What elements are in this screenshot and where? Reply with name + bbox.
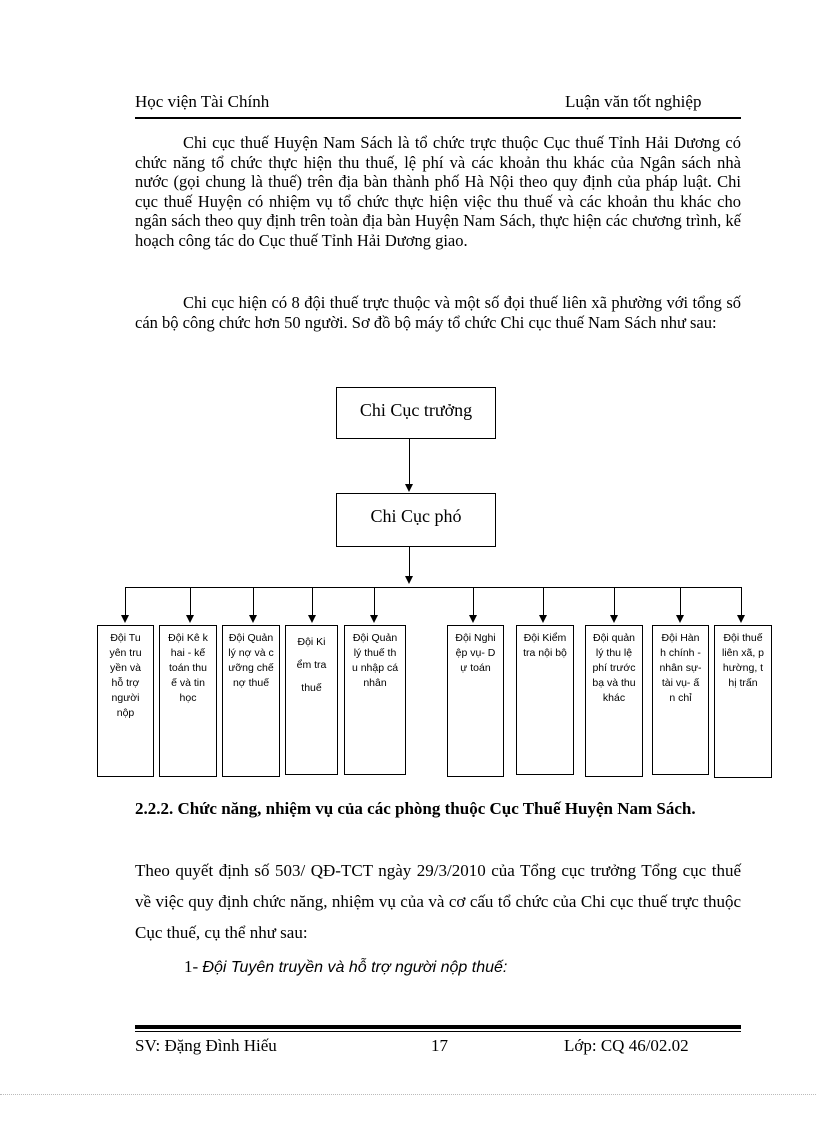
org-box-team: Đội Quản lý nợ và cưỡng chế nợ thuế xyxy=(222,625,280,777)
header-doc-type: Luận văn tốt nghiệp xyxy=(565,92,702,111)
page-edge-dots xyxy=(0,1094,816,1095)
footer-class: Lớp: CQ 46/02.02 xyxy=(564,1036,689,1055)
list-item-text: Đội Tuyên truyền và hỗ trợ người nộp thuế: xyxy=(202,959,508,976)
connector-line xyxy=(190,587,191,616)
footer-page-number: 17 xyxy=(431,1036,448,1055)
connector-line xyxy=(680,587,681,616)
org-box-team: Đội Hành chính - nhân sự- tài vụ- ấn chỉ xyxy=(652,625,709,775)
list-item-number: 1- xyxy=(184,957,199,976)
list-item xyxy=(184,957,507,977)
connector-line xyxy=(374,587,375,616)
connector-line xyxy=(741,587,742,616)
arrow-down-icon xyxy=(676,615,684,623)
section-heading: 2.2.2. Chức năng, nhiệm vụ của các phòng thuộc Cục Thuế Huyện Nam Sách. xyxy=(135,799,696,818)
footer-rule xyxy=(135,1025,741,1029)
paragraph-structure xyxy=(135,293,741,332)
connector-line xyxy=(253,587,254,616)
connector-line xyxy=(409,439,410,485)
arrow-down-icon xyxy=(737,615,745,623)
arrow-down-icon xyxy=(186,615,194,623)
arrow-down-icon xyxy=(539,615,547,623)
org-box-team: Đội Kiểm tra thuế xyxy=(285,625,338,775)
arrow-down-icon xyxy=(405,576,413,584)
connector-line xyxy=(614,587,615,616)
footer-student: SV: Đặng Đình Hiếu xyxy=(135,1036,277,1055)
org-box-deputy: Chi Cục phó xyxy=(336,493,496,547)
connector-line xyxy=(125,587,126,616)
org-box-team: Đội Quản lý thuế thu nhập cá nhân xyxy=(344,625,406,775)
org-box-team: Đội Nghiệp vụ- Dự toán xyxy=(447,625,504,777)
arrow-down-icon xyxy=(469,615,477,623)
arrow-down-icon xyxy=(121,615,129,623)
connector-line xyxy=(473,587,474,616)
connector-line xyxy=(409,547,410,577)
arrow-down-icon xyxy=(308,615,316,623)
org-box-director: Chi Cục trưởng xyxy=(336,387,496,439)
section-body: Theo quyết định số 503/ QĐ-TCT ngày 29/3/2010 của Tổng cục trưởng Tổng cục thuế về việc quy định chức năng, nhiệm vụ của và cơ cấu tổ chức của Chi cục thuế trực thuộc Cục thuế, cụ thể như sau: xyxy=(135,861,741,942)
footer-rule-thin xyxy=(135,1031,741,1032)
org-box-team: Đội Kê khai - kế toán thuế và tin học xyxy=(159,625,217,777)
paragraph-intro-text: Chi cục thuế Huyện Nam Sách là tổ chức trực thuộc Cục thuế Tỉnh Hải Dương có chức năng tổ chức thực hiện thu thuế, lệ phí và các khoản thu khác của Ngân sách nhà nước (gọi chung là thuế) trên địa bàn thành phố Hà Nội theo quy định của pháp luật. Chi cục thuế Huyện có nhiệm vụ tổ chức thực hiện việc thu thuế và các khoản thu khác cho ngân sách theo quy định trên toàn địa bàn Huyện Nam Sách, thực hiện các chương trình, kế hoạch công tác do Cục thuế Tỉnh Hải Dương giao. xyxy=(135,133,741,250)
arrow-down-icon xyxy=(405,484,413,492)
paragraph-structure-text: Chi cục hiện có 8 đội thuế trực thuộc và một số đọi thuế liên xã phường với tổng số cán bộ công chức hơn 50 người. Sơ đồ bộ máy tổ chức Chi cục thuế Nam Sách như sau: xyxy=(135,293,741,332)
connector-line xyxy=(312,587,313,616)
org-box-team: Đội thuế liên xã, phường, thị trấn xyxy=(714,625,772,778)
org-bus-line xyxy=(125,587,742,588)
org-box-team: Đội Kiểm tra nội bộ xyxy=(516,625,574,775)
org-box-team: Đội Tuyên truyền và hỗ trợ người nộp xyxy=(97,625,154,777)
paragraph-intro xyxy=(135,133,741,251)
arrow-down-icon xyxy=(610,615,618,623)
header-institution: Học viện Tài Chính xyxy=(135,92,270,111)
header-rule xyxy=(135,117,741,119)
arrow-down-icon xyxy=(370,615,378,623)
arrow-down-icon xyxy=(249,615,257,623)
connector-line xyxy=(543,587,544,616)
org-box-team: Đội quản lý thu lệ phí trước bạ và thu khác xyxy=(585,625,643,777)
